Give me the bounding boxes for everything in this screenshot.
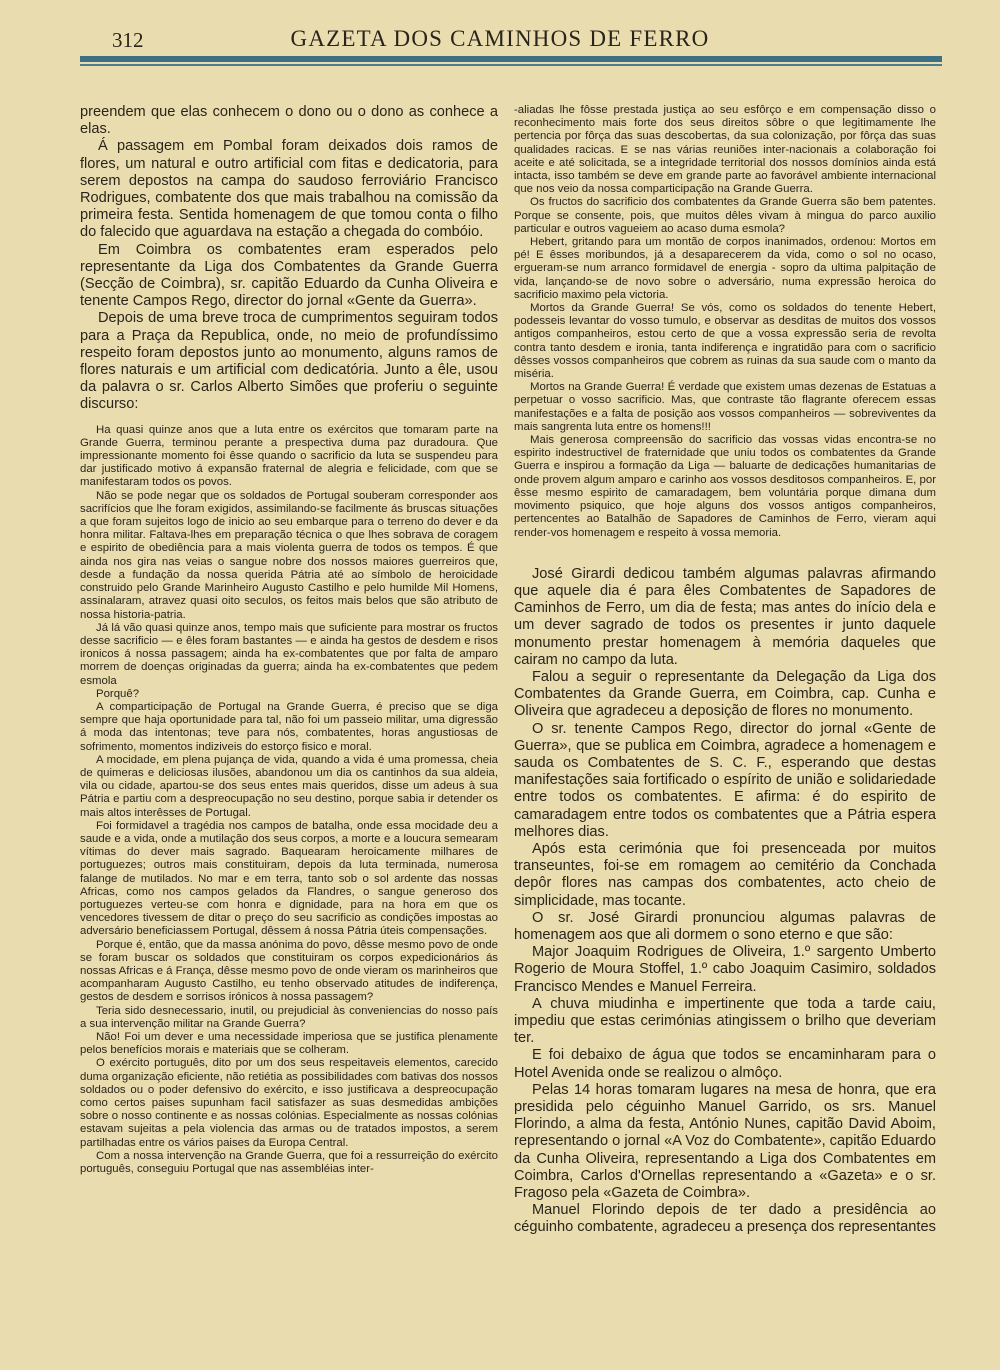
section-gap <box>80 414 498 424</box>
header-rule-thin <box>80 64 942 66</box>
paragraph: Não! Foi um dever e uma necessidade imperiosa que se justifica plenamente pelos benefícios morais e materiais que se colheram. <box>80 1031 498 1057</box>
right-column <box>514 104 936 1324</box>
paragraph: Pelas 14 horas tomaram lugares na mesa de honra, que era presidida pelo céguinho Manuel Garrido, os srs. Manuel Florindo, a alma da festa, António Nunes, capitão David Aboim, representando o jornal «A Voz do Combatente», capitão Eduardo da Cunha Oliveira, representando a Liga dos Combatentes em Coimbra, Carlos d'Ornellas representando a «Gazeta» e o sr. Fragoso pela «Gazeta de Coimbra». <box>514 1081 936 1202</box>
paragraph: Depois de uma breve troca de cumprimentos seguiram todos para a Praça da Republica, onde, no meio de profundíssimo respeito foram depostos junto ao monumento, alguns ramos de flores naturais e um artificial com dedicatória. Junto a êle, usou da palavra o sr. Carlos Alberto Simões que proferiu o seguinte discurso: <box>80 310 498 413</box>
paragraph: A chuva miudinha e impertinente que toda a tarde caiu, impediu que estas cerimónias atingissem o brilho que deveriam ter. <box>514 995 936 1047</box>
page-number: 312 <box>112 28 144 52</box>
paragraph: Manuel Florindo depois de ter dado a presidência ao céguinho combatente, agradeceu a presença dos representantes <box>514 1202 936 1236</box>
speech-continuation <box>514 104 936 540</box>
paragraph: O exército português, dito por um dos seus respeitaveis elementos, carecido duma organização eficiente, não retiétia as possibilidades com bativas dos nossos soldados ou o poder defensivo do exército, e isso justificava a despreocupação como certos paises supunham facil satisfazer as suas desmedidas ambições sobre o nosso continente e as nossas colónias. Especialmente as nossas colónias estavam sujeitas a pela violencia das armas ou de tratados impostos, a serem partilhadas entre os vários paises da Europa Central. <box>80 1057 498 1149</box>
paragraph: A comparticipação de Portugal na Grande Guerra, é preciso que se diga sempre que haja oportunidade para tal, não foi um passeio militar, uma digressão á moda das intentonas; teve para nós, combatentes, horas angustiosas de sofrimento, momentos indiziveis do estorço fisico e moral. <box>80 700 498 753</box>
paragraph: Foi formidavel a tragédia nos campos de batalha, onde essa mocidade deu a saude e a vida, onde a mutilação dos seus corpos, a morte e a loucura semearam vítimas do dever mais sagrado. Baquearam heroicamente milhares de portuguezes; outros mais constituiram, depois da luta terminada, numerosa falange de mutilados. No mar e em terra, tanto sob o sol ardente das nossas Africas, como nos campos gelados da Flandres, o sangue generoso dos portuguezes verteu-se com honra e dignidade, para na hora em que os vencedores tivessem de ditar o preço do seu sacrificio as condições impostas ao adversário beneficiassem Portugal, dêssem á nossa Pátria úteis compensações. <box>80 819 498 938</box>
paragraph: Ha quasi quinze anos que a luta entre os exércitos que tomaram parte na Grande Guerra, terminou perante a prespectiva duma paz duradoura. Que impressionante momento foi êsse quando o sacrificio da luta se suspendeu para dar justificado motivo á expansão fraternal de alegria e felicidade, com que se manifestaram todos os povos. <box>80 423 498 489</box>
paragraph: Não se pode negar que os soldados de Portugal souberam corresponder aos sacrifícios que lhe foram exigidos, assimilando-se facilmente ás bruscas situações a que foram sujeitos logo de inicio ao seu embarque para o terreno do dever e da honra militar. Faltava-lhes em preparação técnica o que lhes sobrava de coragem e espirito de obediência para a mais violenta guerra de todos os tempos. É que ainda nos gira nas veias o sangue nobre dos nossos maiores guerreiros que, desde a fundação da nossa querida Pátria até ao símbolo de heroicidade construido pelo Grande Marinheiro Augusto Castilho e pelo humilde Mil Homens, assinalaram, atravez quasi oito seculos, os feitos mais belos que são atributo de nossa historia-patria. <box>80 489 498 621</box>
paragraph: Teria sido desnecessario, inutil, ou prejudicial às conveniencias do nosso país a sua intervenção militar na Grande Guerra? <box>80 1004 498 1030</box>
paragraph: E foi debaixo de água que todos se encaminharam para o Hotel Avenida onde se realizou o almôço. <box>514 1047 936 1081</box>
paragraph: preendem que elas conhecem o dono ou o dono as conhece a elas. <box>80 104 498 138</box>
paragraph: Falou a seguir o representante da Delegação da Liga dos Combatentes da Grande Guerra, em Coimbra, cap. Cunha e Oliveira que agradeceu a deposição de flores no monumento. <box>514 668 936 720</box>
paragraph: Já lá vão quasi quinze anos, tempo mais que suficiente para mostrar os fructos desse sacrificio — e êles foram bastantes — e ainda ha gestos de desdem e risos ironicos á nossa passagem; ainda ha ex-combatentes que por falta de amparo morrem de doenças originadas da guerra; ainda ha ex-combatentes que pedem esmola <box>80 621 498 687</box>
paragraph: O sr. tenente Campos Rego, director do jornal «Gente de Guerra», que se publica em Coimbra, agradece a homenagem e sauda os Combatentes de S. C. F., esperando que destas manifestações saia fortificado o espírito de união e solidariedade entre todos os combatentes. E afirma: é do espirito de camaradagem entre todos os combatentes que a Pátria espera melhores dias. <box>514 720 936 840</box>
paragraph: -aliadas lhe fôsse prestada justiça ao seu esfôrço e em compensação disso o reconhecimento mais forte dos seus direitos sôbre o que legitimamente lhe pertencia por fôrça das suas descobertas, da sua colonização, por fôrça das suas qualidades racicas. E se nas várias reuniões inter-nacionais a colaboração foi aceite e até solicitada, se a integridade territorial dos nossos domínios ainda está intacta, isso também se deve em grande parte ao favorável ambiente internacional que nos veio da nossa comparticipação na Grande Guerra. <box>514 104 936 196</box>
column-spacer <box>514 540 936 566</box>
paragraph: Porquê? <box>96 687 140 700</box>
paragraph: Porque é, então, que da massa anónima do povo, dêsse mesmo povo de onde se foram buscar os soldados que constituiram os corpos expedicionários ás nossas Africas e á França, dêsse mesmo povo de onde vieram os marinheiros que acompanharam Augusto Castilho, eu tenho observado atitudes de indiferença, gestos de desdem e sorrisos irónicos à nossa passagem? <box>80 938 498 1004</box>
paragraph: A mocidade, em plena pujança de vida, quando a vida é uma promessa, cheia de quimeras e deliciosas ilusões, abandonou um dia os cantinhos da sua aldeia, vila ou cidade, apartou-se dos seus entes mais queridos, disse um adeus à sua Pátria e partiu com a despreocupação no seu destino, porque sabia ir detender os mais altos interêsses de Portugal. <box>80 753 498 819</box>
paragraph: Após esta cerimónia que foi presenceada por muitos transeuntes, foi-se em romagem ao cemitério da Conchada depôr flores nas campas dos combatentes, acto cheio de simplicidade, mas tocante. <box>514 840 936 909</box>
paragraph: Á passagem em Pombal foram deixados dois ramos de flores, um natural e outro artificial com fitas e dedicatoria, para serem depostos na campa do saudoso ferroviário Francisco Rodrigues, combatente dos que mais trabalhou na comissão da primeira festa. Sentida homenagem de que tomou conta o filho do falecido que aguardava na estação a chegada do combóio. <box>80 138 498 241</box>
paragraph: Mortos da Grande Guerra! Se vós, como os soldados do tenente Hebert, podesseis levantar do vosso tumulo, e observar as desditas de muitos dos vossos antigos companheiros, estou certo de que a vossa expressão seria de revolta contra tanto desdem e ironia, tanta indiferença e ingratidão para com o sacrificio dêsses vossos companheiros que cobrem as ruinas da sua saude com o manto da miséria. <box>514 302 936 381</box>
paragraph: Em Coimbra os combatentes eram esperados pelo representante da Liga dos Combatentes da Grande Guerra (Secção de Coimbra), sr. capitão Eduardo da Cunha Oliveira e tenente Campos Rego, director do jornal «Gente da Guerra». <box>80 241 498 310</box>
journal-title: GAZETA DOS CAMINHOS DE FERRO <box>290 26 710 51</box>
report-continuation <box>514 566 936 1237</box>
paragraph: O sr. José Girardi pronunciou algumas palavras de homenagem aos que ali dormem o sono eterno e que são: <box>514 909 936 943</box>
paragraph: Mais generosa compreensão do sacrificio das vossas vidas encontra-se no espirito indestructivel de fraternidade que uniu todos os combatentes da Grande Guerra e inspirou a formação da Liga — baluarte de dedicações humanitarias de onde provem algum amparo e carinho aos vossos desditosos companheiros. E, por êsse mesmo espirito de camaradagem, bem voluntária porque dimana dum movimento psiquico, que hoje alguns dos vossos antigos companheiros, pertencentes ao Batalhão de Sapadores de Caminhos de Ferro, vieram aqui render-vos homenagem e respeito à vossa memoria. <box>514 434 936 539</box>
paragraph: Mortos na Grande Guerra! É verdade que existem umas dezenas de Estatuas a perpetuar o vosso sacrificio. Mas, que contraste tão flagrante oferecem essas manifestações e a falta de posição aos vossos companheiros — sobreviventes da mais sangrenta luta entre os homens!!! <box>514 381 936 433</box>
paragraph: Com a nossa intervenção na Grande Guerra, que foi a ressurreição do exército português, conseguiu Portugal que nas assembléias inter- <box>80 1149 498 1176</box>
paragraph: Hebert, gritando para um montão de corpos inanimados, ordenou: Mortos em pé! E êsses moribundos, já a desaparecerem da vida, como o sol no ocaso, ergueram-se num arranco formidavel de energia - sopro da ultima palpitação de vida, lançando-se de novo sobre o adversário, numa expressão heroica do sacrificio maximo pela victoria. <box>514 236 936 301</box>
paragraph: José Girardi dedicou também algumas palavras afirmando que aquele dia é para êles Combatentes de Sapadores de Caminhos de Ferro, um dia de festa; mas antes do início dela e um dever sagrado de todos os presentes ir junto daquele monumento prestar homenagem à memória daqueles que cairam no campo da luta. <box>514 565 936 668</box>
left-column <box>80 104 498 1324</box>
paragraph: Os fructos do sacrificio dos combatentes da Grande Guerra são bem patentes. Porque se consente, pois, que muitos dêles vivam à mingua do parco auxilio particular e outros vagueiem ao acaso duma esmola? <box>514 196 936 235</box>
paragraph: Major Joaquim Rodrigues de Oliveira, 1.º sargento Umberto Rogerio de Moura Stoffel, 1.º cabo Joaquim Casimiro, soldados Francisco Mendes e Manuel Ferreira. <box>514 944 936 995</box>
header-rule-thick <box>80 56 942 62</box>
